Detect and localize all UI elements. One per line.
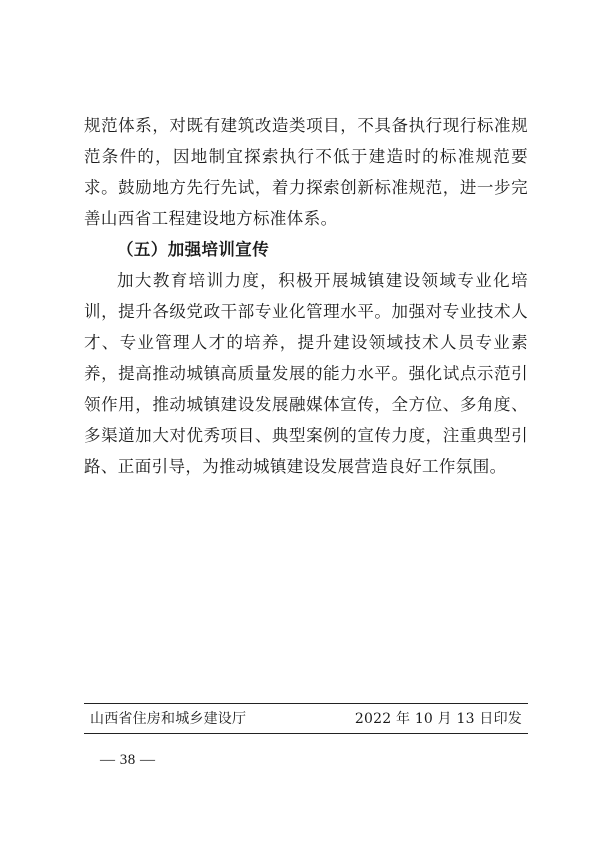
issue-date: 2022 年 10 月 13 日印发 <box>354 711 522 727</box>
body-text <box>84 110 528 482</box>
issuer-name: 山西省住房和城乡建设厅 <box>90 711 247 727</box>
footer-bottom-rule <box>84 733 528 734</box>
section-paragraph: 加大教育培训力度，积极开展城镇建设领域专业化培训，提升各级党政干部专业化管理水平。加强对专业技术人才、专业管理人才的培养，提升建设领域技术人员专业素养，提高推动城镇高质量发展的能力水平。强化试点示范引领作用，推动城镇建设发展融媒体宣传，全方位、多角度、多渠道加大对优秀项目、典型案例的宣传力度，注重典型引路、正面引导，为推动城镇建设发展营造良好工作氛围。 <box>84 271 528 476</box>
continuation-paragraph: 规范体系，对既有建筑改造类项目，不具备执行现行标准规范条件的，因地制宜探索执行不低于建造时的标准规范要求。鼓励地方先行先试，着力探索创新标准规范，进一步完善山西省工程建设地方标准体系。 <box>84 116 528 228</box>
page-number: — 38 — <box>100 752 156 768</box>
section-heading: （五）加强培训宣传 <box>117 240 270 259</box>
issuance-line <box>90 704 522 732</box>
